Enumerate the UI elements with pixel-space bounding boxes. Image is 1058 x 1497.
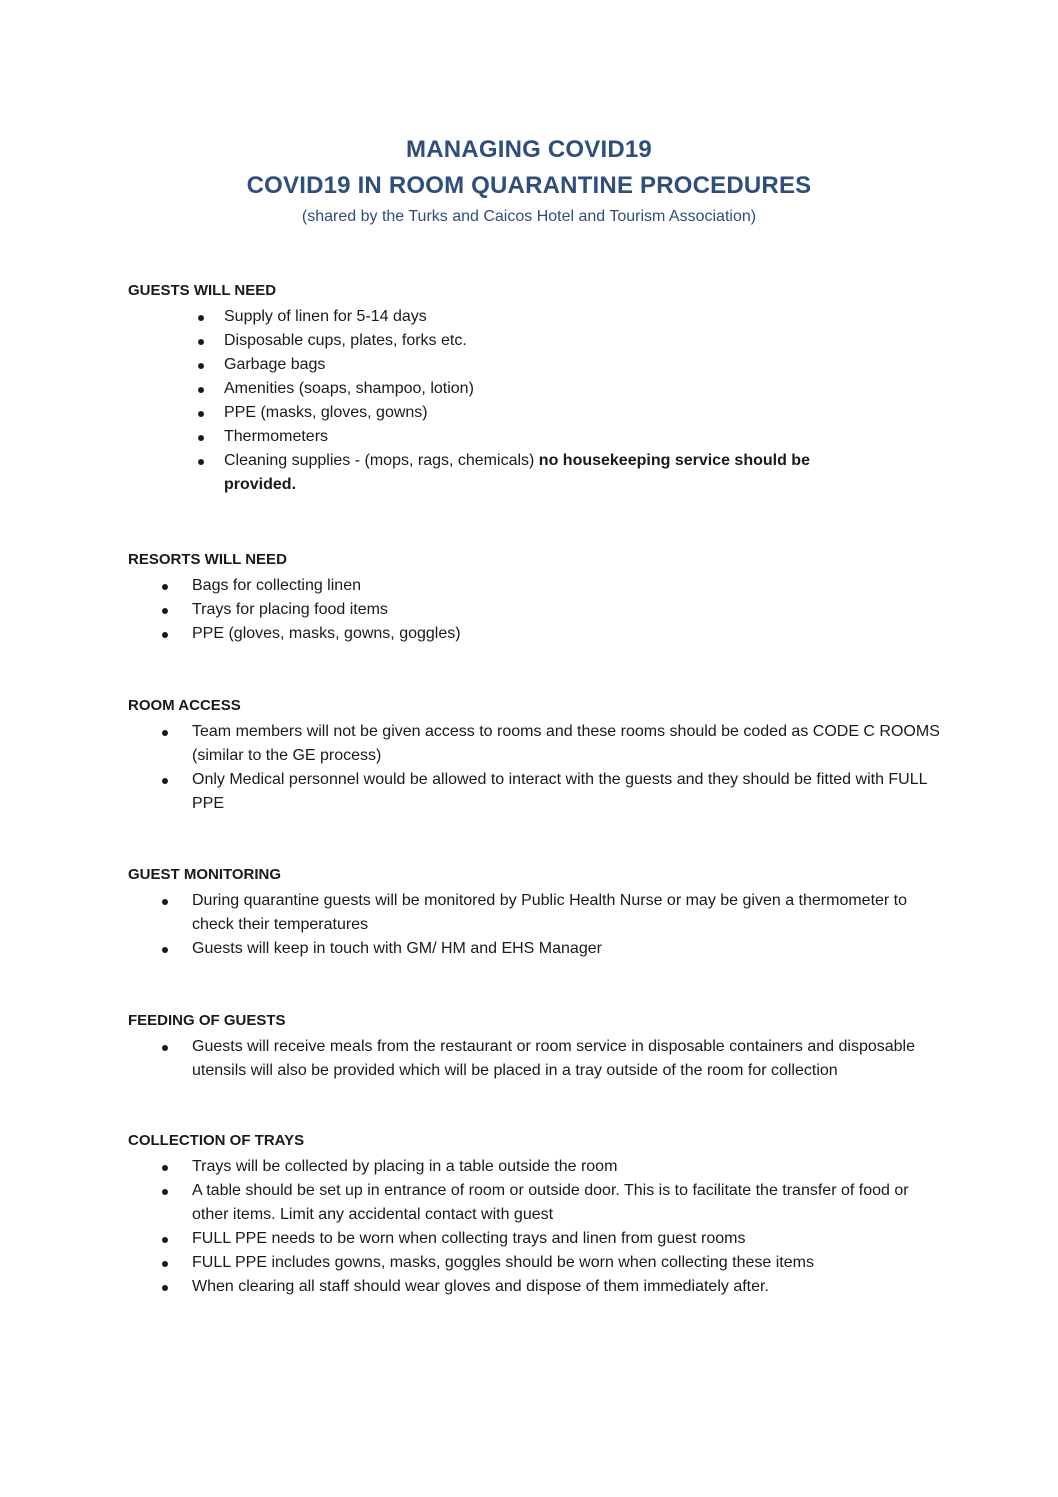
list-item: Amenities (soaps, shampoo, lotion)	[128, 377, 948, 401]
bullet-icon	[162, 632, 168, 638]
emphasis-text: no housekeeping service should be provided.	[224, 452, 810, 493]
section-guests-will-need	[128, 281, 948, 497]
bullet-icon	[162, 1045, 168, 1051]
section-heading: RESORTS WILL NEED	[128, 551, 287, 568]
bullet-icon	[162, 1189, 168, 1195]
bullet-icon	[198, 435, 204, 441]
bullet-icon	[198, 315, 204, 321]
room-access-list	[128, 720, 948, 816]
list-item: Trays will be collected by placing in a table outside the room	[128, 1155, 948, 1179]
bullet-icon	[198, 459, 204, 465]
list-item: Supply of linen for 5-14 days	[128, 305, 948, 329]
section-heading: COLLECTION OF TRAYS	[128, 1132, 305, 1149]
bullet-icon	[162, 1285, 168, 1291]
section-heading: GUEST MONITORING	[128, 866, 282, 883]
section-room-access	[128, 696, 948, 816]
list-item: Team members will not be given access to rooms and these rooms should be coded as CODE C ROOMS (similar to the GE process)	[128, 720, 948, 768]
bullet-icon	[162, 947, 168, 953]
section-resorts-will-need	[128, 550, 948, 646]
collection-list	[128, 1155, 948, 1299]
section-heading: GUESTS WILL NEED	[128, 282, 277, 299]
list-item: Cleaning supplies - (mops, rags, chemicals) no housekeeping service should be provided.	[128, 449, 864, 497]
section-guest-monitoring	[128, 865, 948, 961]
bullet-icon	[198, 387, 204, 393]
feeding-list	[128, 1035, 948, 1083]
list-item: Thermometers	[128, 425, 948, 449]
list-item: Guests will receive meals from the restaurant or room service in disposable containers and disposable utensils will also be provided which will be placed in a tray outside of the room for collection	[128, 1035, 948, 1083]
bullet-icon	[162, 608, 168, 614]
page-title: MANAGING COVID19	[406, 136, 652, 163]
list-item: During quarantine guests will be monitored by Public Health Nurse or may be given a thermometer to check their temperatures	[128, 889, 948, 937]
bullet-icon	[162, 730, 168, 736]
list-item: Bags for collecting linen	[128, 574, 948, 598]
bullet-icon	[162, 1261, 168, 1267]
list-item: When clearing all staff should wear gloves and dispose of them immediately after.	[128, 1275, 948, 1299]
guest-monitoring-list	[128, 889, 948, 961]
bullet-icon	[162, 899, 168, 905]
list-item: A table should be set up in entrance of room or outside door. This is to facilitate the transfer of food or other items. Limit any accidental contact with guest	[128, 1179, 948, 1227]
section-heading: ROOM ACCESS	[128, 697, 241, 714]
list-item: Guests will keep in touch with GM/ HM and EHS Manager	[128, 937, 948, 961]
bullet-icon	[162, 1237, 168, 1243]
page-subtitle-main: COVID19 IN ROOM QUARANTINE PROCEDURES	[246, 172, 812, 199]
list-item: FULL PPE needs to be worn when collecting trays and linen from guest rooms	[128, 1227, 948, 1251]
bullet-icon	[198, 363, 204, 369]
section-feeding-of-guests	[128, 1011, 948, 1083]
list-item: PPE (masks, gloves, gowns)	[128, 401, 948, 425]
bullet-icon	[198, 411, 204, 417]
list-item: Only Medical personnel would be allowed to interact with the guests and they should be fitted with FULL PPE	[128, 768, 948, 816]
bullet-icon	[162, 1165, 168, 1171]
guests-need-list	[128, 305, 948, 497]
bullet-icon	[162, 778, 168, 784]
list-item: Trays for placing food items	[128, 598, 948, 622]
section-heading: FEEDING OF GUESTS	[128, 1012, 286, 1029]
bullet-icon	[198, 339, 204, 345]
list-item: PPE (gloves, masks, gowns, goggles)	[128, 622, 948, 646]
resorts-need-list	[128, 574, 948, 646]
list-item: Garbage bags	[128, 353, 948, 377]
attribution-note: (shared by the Turks and Caicos Hotel and Tourism Association)	[301, 208, 757, 225]
bullet-icon	[162, 584, 168, 590]
list-item: FULL PPE includes gowns, masks, goggles should be worn when collecting these items	[128, 1251, 948, 1275]
list-item: Disposable cups, plates, forks etc.	[128, 329, 948, 353]
section-collection-of-trays	[128, 1131, 948, 1299]
